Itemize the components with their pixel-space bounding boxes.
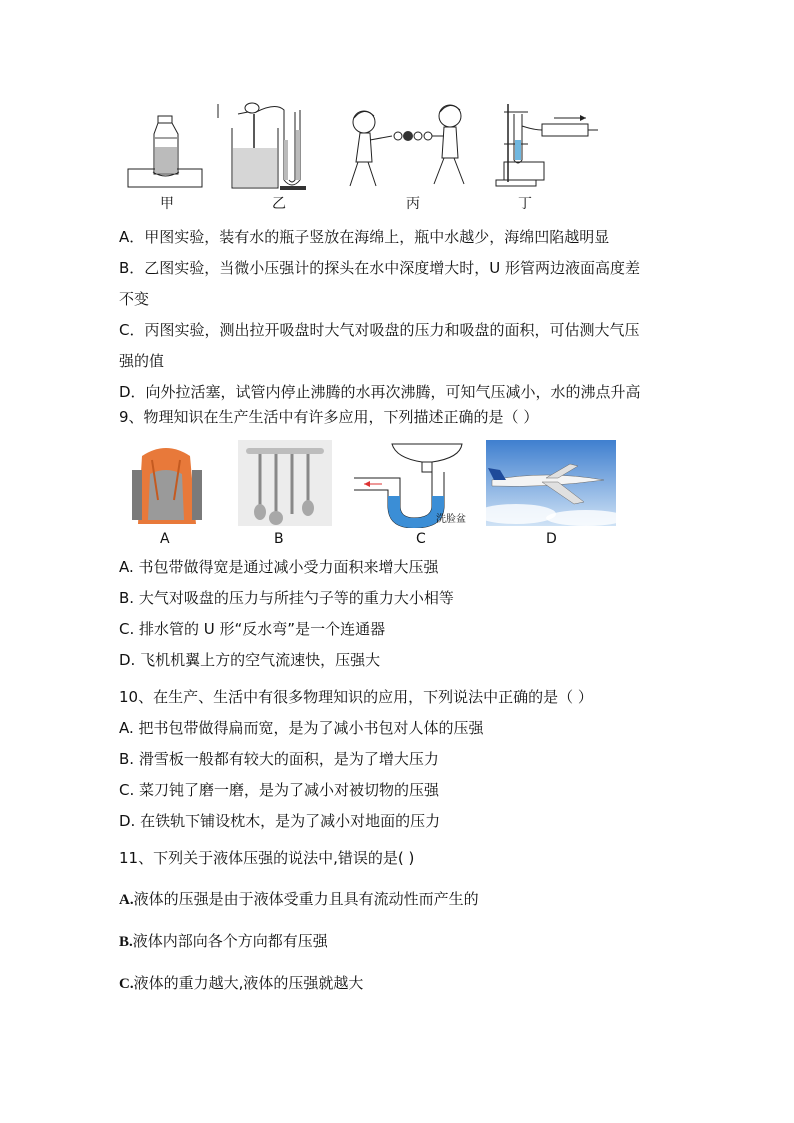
q9-option-c: C. 排水管的 U 形“反水弯”是一个连通器 bbox=[119, 620, 386, 638]
q9-stem: 9、物理知识在生产生活中有许多应用，下列描述正确的是（ ） bbox=[119, 408, 539, 426]
figure-caption-bing: 丙 bbox=[406, 196, 420, 212]
q11-option-c-label: C. bbox=[119, 976, 134, 992]
q8-option-c-line1: C．丙图实验，测出拉开吸盘时大气对吸盘的压力和吸盘的面积，可估测大气压 bbox=[119, 321, 640, 339]
q11-option-a bbox=[119, 888, 479, 911]
figure-backpack bbox=[124, 440, 210, 530]
q8-option-a: A．甲图实验，装有水的瓶子竖放在海绵上，瓶中水越少，海绵凹陷越明显 bbox=[119, 228, 610, 246]
q9-option-d: D. 飞机机翼上方的空气流速快，压强大 bbox=[119, 651, 381, 669]
q9-figure-caption-d: D bbox=[546, 531, 557, 547]
q10-option-d: D. 在铁轨下铺设枕木，是为了减小对地面的压力 bbox=[119, 812, 441, 830]
q10-stem: 10、在生产、生活中有很多物理知识的应用，下列说法中正确的是（ ） bbox=[119, 688, 593, 706]
q8-option-b-line1: B．乙图实验，当微小压强计的探头在水中深度增大时，U 形管两边液面高度差 bbox=[119, 259, 641, 277]
q9-option-a: A. 书包带做得宽是通过减小受力面积来增大压强 bbox=[119, 558, 439, 576]
q10-option-a: A. 把书包带做得扁而宽，是为了减小书包对人体的压强 bbox=[119, 719, 484, 737]
figure-bottle-on-sponge bbox=[125, 112, 205, 192]
q9-figure-caption-c: C bbox=[416, 531, 426, 547]
q8-option-c-line2: 强的值 bbox=[119, 352, 165, 370]
q11-option-b-label: B. bbox=[119, 934, 133, 950]
figure-caption-ding: 丁 bbox=[518, 196, 532, 212]
q11-option-c-text: 液体的重力越大,液体的压强就越大 bbox=[133, 974, 364, 992]
q8-option-b-line2: 不变 bbox=[119, 290, 150, 308]
q11-option-b bbox=[119, 930, 328, 953]
figure-caption-yi: 乙 bbox=[272, 196, 286, 212]
figure-suction-hook-spoons bbox=[238, 440, 332, 526]
q9-figure-caption-a: A bbox=[160, 531, 170, 547]
figure-caption-jia: 甲 bbox=[160, 196, 174, 212]
q11-option-b-text: 液体内部向各个方向都有压强 bbox=[132, 932, 328, 950]
q11-option-a-text: 液体的压强是由于液体受重力且具有流动性而产生的 bbox=[133, 890, 479, 908]
q9-figure-caption-b: B bbox=[274, 531, 284, 547]
q9-option-b: B. 大气对吸盘的压力与所挂勺子等的重力大小相等 bbox=[119, 589, 454, 607]
figure-suction-cup-tug bbox=[346, 100, 470, 192]
q11-stem: 11、下列关于液体压强的说法中,错误的是( ) bbox=[119, 849, 415, 867]
figure-pressure-gauge bbox=[216, 100, 316, 192]
q10-option-c: C. 菜刀钝了磨一磨，是为了减小对被切物的压强 bbox=[119, 781, 440, 799]
q9-basin-label: 洗脸盆 bbox=[436, 514, 466, 525]
q8-option-d: D．向外拉活塞，试管内停止沸腾的水再次沸腾，可知气压减小，水的沸点升高 bbox=[119, 383, 641, 401]
q11-option-a-label: A. bbox=[119, 892, 134, 908]
figure-syringe-boiling bbox=[494, 100, 600, 192]
q10-option-b: B. 滑雪板一般都有较大的面积，是为了增大压力 bbox=[119, 750, 439, 768]
figure-airplane bbox=[486, 440, 616, 526]
q11-option-c bbox=[119, 972, 363, 995]
